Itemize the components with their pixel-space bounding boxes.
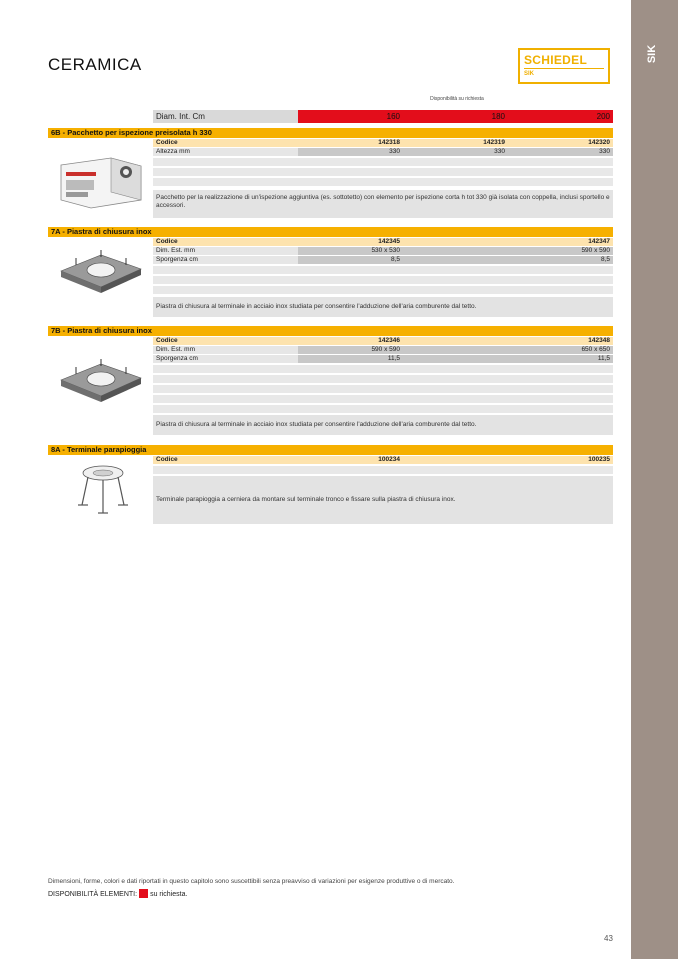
spec-label: Sporgenza cm (153, 355, 298, 363)
product-section-6b (48, 128, 613, 218)
legend-label: DISPONIBILITÀ ELEMENTI: (48, 891, 138, 898)
spec-value: 330 (508, 148, 613, 156)
blank-row (153, 466, 613, 474)
section-title: 8A - Terminale parapioggia (48, 445, 613, 455)
brand-logo-sub: SIK (524, 71, 535, 77)
spec-value: 650 x 650 (403, 346, 613, 354)
code-value: 100235 (403, 456, 613, 464)
code-value: 142318 (298, 139, 403, 147)
product-description: Piastra di chiusura al terminale in acciaio inox studiata per consentire l'adduzione dell'aria comburente dal tetto. (153, 415, 613, 435)
code-value: 142346 (298, 337, 403, 345)
blank-row (153, 286, 613, 294)
brand-logo-name: SCHIEDEL (524, 53, 588, 67)
code-value: 142345 (298, 238, 403, 246)
product-section-7a (48, 227, 613, 317)
code-label: Codice (153, 238, 298, 246)
code-row (153, 238, 613, 246)
product-section-7b (48, 326, 613, 435)
product-description: Terminale parapioggia a cerniera da montare sul terminale tronco e fissare sulla piastra di chiusura inox. (153, 476, 613, 524)
side-tab (631, 0, 678, 959)
spec-label: Sporgenza cm (153, 256, 298, 264)
spec-row (153, 256, 613, 264)
code-label: Codice (153, 456, 298, 464)
code-value: 142320 (508, 139, 613, 147)
spec-label: Altezza mm (153, 148, 298, 156)
availability-note: Disponibilità su richiesta (430, 96, 484, 102)
brand-logo-divider (524, 68, 604, 69)
spec-value: 8,5 (403, 256, 613, 264)
spec-row (153, 355, 613, 363)
spec-value: 330 (403, 148, 508, 156)
diameter-header-row (153, 110, 613, 123)
brand-logo (518, 48, 610, 84)
spec-value: 590 x 590 (403, 247, 613, 255)
code-value: 142347 (403, 238, 613, 246)
product-section-8a (48, 445, 613, 524)
blank-row (153, 385, 613, 393)
blank-row (153, 168, 613, 176)
section-title: 6B - Pacchetto per ispezione preisolata h 330 (48, 128, 613, 138)
spec-row (153, 148, 613, 156)
code-row (153, 139, 613, 147)
blank-row (153, 266, 613, 274)
product-image-plate (56, 350, 146, 410)
blank-row (153, 405, 613, 413)
diameter-value: 160 (298, 110, 403, 123)
blank-row (153, 395, 613, 403)
page-title: CERAMICA (48, 55, 142, 74)
spec-row (153, 346, 613, 354)
diameter-value: 200 (508, 110, 613, 123)
section-title: 7A - Piastra di chiusura inox (48, 227, 613, 237)
blank-row (153, 178, 613, 186)
page-number: 43 (604, 934, 613, 943)
spec-value: 8,5 (298, 256, 403, 264)
footer-disclaimer: Dimensioni, forme, colori e dati riportati in questo capitolo sono suscettibili senza preavviso di variazioni per esigenze produttive o di mercato. (48, 878, 455, 885)
side-tab-label: SIK (646, 44, 658, 64)
blank-row (153, 158, 613, 166)
spec-value: 11,5 (403, 355, 613, 363)
diameter-label: Diam. Int. Cm (153, 110, 298, 123)
spec-value: 11,5 (298, 355, 403, 363)
spec-value: 530 x 530 (298, 247, 403, 255)
section-title: 7B - Piastra di chiusura inox (48, 326, 613, 336)
product-description: Piastra di chiusura al terminale in acciaio inox studiata per consentire l'adduzione dell'aria comburente dal tetto. (153, 297, 613, 317)
product-image-rain-cap (76, 461, 130, 519)
product-image-plate (56, 241, 146, 301)
product-image-package (56, 150, 146, 210)
legend-value: su richiesta. (150, 891, 188, 898)
spec-label: Dim. Est. mm (153, 346, 298, 354)
spec-label: Dim. Est. mm (153, 247, 298, 255)
blank-row (153, 276, 613, 284)
blank-row (153, 375, 613, 383)
code-value: 142348 (403, 337, 613, 345)
product-description: Pacchetto per la realizzazione di un'ispezione aggiuntiva (es. sottotetto) con elemento per ispezione corta h tot 330 già isolata con coppella, inclusi sportello e accessori. (153, 190, 613, 218)
code-label: Codice (153, 337, 298, 345)
code-row (153, 456, 613, 464)
code-label: Codice (153, 139, 298, 147)
availability-legend (48, 889, 187, 898)
spec-value: 590 x 590 (298, 346, 403, 354)
spec-value: 330 (298, 148, 403, 156)
code-value: 142319 (403, 139, 508, 147)
spec-row (153, 247, 613, 255)
code-row (153, 337, 613, 345)
blank-row (153, 365, 613, 373)
code-value: 100234 (298, 456, 403, 464)
diameter-value: 180 (403, 110, 508, 123)
on-request-swatch (139, 889, 148, 898)
